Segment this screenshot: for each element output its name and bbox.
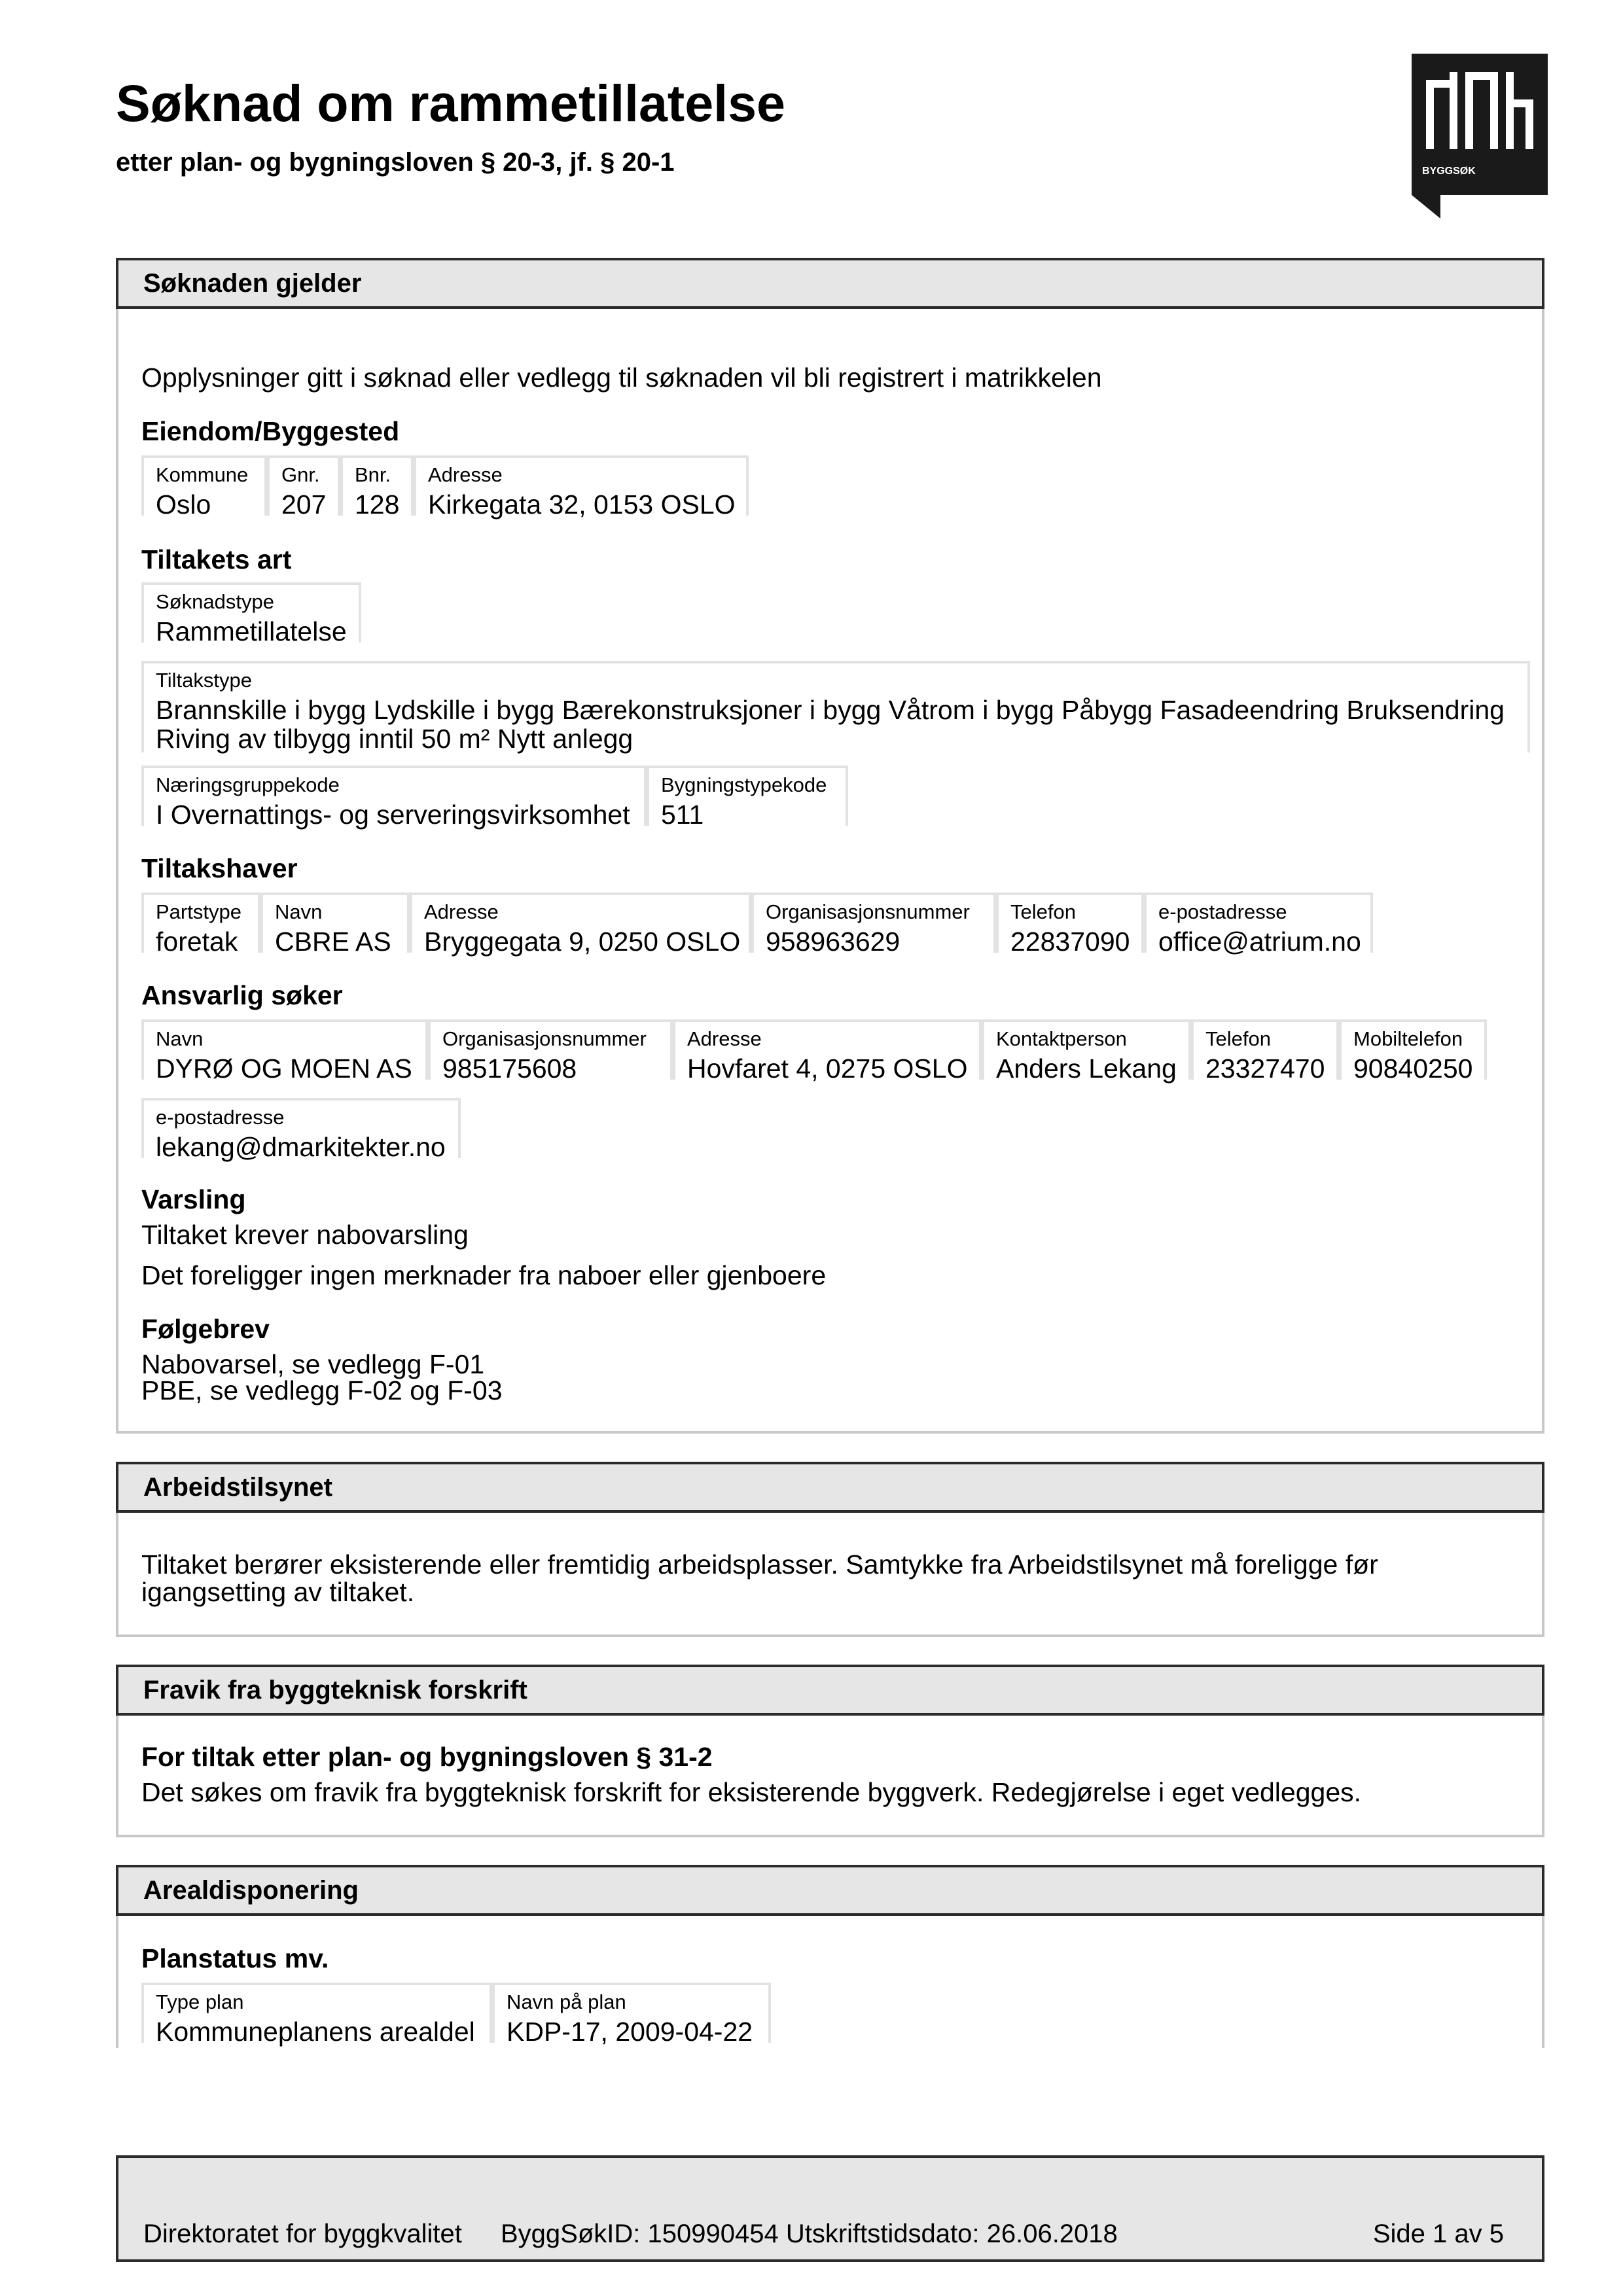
footer-page-number: Side 1 av 5 [1372, 2219, 1504, 2248]
section-body-fravik [116, 1716, 1544, 1837]
heading-eiendom: Eiendom/Byggested [141, 416, 400, 446]
value-partstype: foretak [156, 927, 238, 957]
field-tiltakstype [141, 661, 1530, 752]
heading-varsling: Varsling [141, 1184, 246, 1214]
value-tiltakstype-line1: Brannskille i bygg Lydskille i bygg Bærekonstruksjoner i bygg Våtrom i bygg Påbygg Fasadeendring Bruksendring [156, 695, 1505, 725]
heading-tiltakshaver: Tiltakshaver [141, 853, 298, 883]
label-ansvarlig-navn: Navn [156, 1027, 204, 1050]
field-soknadstype [141, 582, 361, 646]
value-tiltakshaver-orgnr: 958963629 [766, 927, 901, 957]
label-ansvarlig-mobil: Mobiltelefon [1353, 1027, 1463, 1050]
field-tiltakshaver-orgnr [751, 892, 996, 957]
value-ansvarlig-orgnr: 985175608 [442, 1053, 577, 1084]
field-bygningstypekode [647, 766, 848, 830]
field-tiltakshaver-epost [1144, 892, 1373, 957]
intro-text: Opplysninger gitt i søknad eller vedlegg til søknaden vil bli registrert i matrikkelen [141, 362, 1102, 393]
heading-planstatus: Planstatus mv. [141, 1943, 329, 1973]
label-navn-pa-plan: Navn på plan [507, 1990, 626, 2013]
value-naeringsgruppekode: I Overnattings- og serveringsvirksomhet [156, 800, 630, 830]
label-kommune: Kommune [156, 463, 249, 486]
label-tiltakshaver-navn: Navn [275, 900, 323, 923]
label-ansvarlig-epost: e-postadresse [156, 1106, 285, 1129]
label-ansvarlig-adresse: Adresse [687, 1027, 762, 1050]
value-adresse-eiendom: Kirkegata 32, 0153 OSLO [428, 489, 736, 520]
value-ansvarlig-mobil: 90840250 [1353, 1053, 1473, 1084]
field-ansvarlig-telefon [1191, 1019, 1339, 1084]
label-ansvarlig-kontaktperson: Kontaktperson [996, 1027, 1127, 1050]
value-bygningstypekode: 511 [661, 800, 704, 830]
label-gnr: Gnr. [281, 463, 320, 486]
arbeidstilsynet-line1: Tiltaket berører eksisterende eller fremtidig arbeidsplasser. Samtykke fra Arbeidstilsynet må foreligge før [141, 1549, 1378, 1580]
section-heading-soknaden: Søknaden gjelder [116, 258, 1544, 309]
field-ansvarlig-mobil [1339, 1019, 1487, 1084]
arbeidstilsynet-line2: igangsetting av tiltaket. [141, 1577, 415, 1607]
label-soknadstype: Søknadstype [156, 590, 274, 613]
value-tiltakshaver-navn: CBRE AS [275, 927, 391, 957]
field-navn-pa-plan [492, 1983, 771, 2047]
field-tiltakshaver-navn [260, 892, 410, 957]
value-tiltakshaver-adresse: Bryggegata 9, 0250 OSLO [424, 927, 741, 957]
section-heading-fravik: Fravik fra byggteknisk forskrift [116, 1665, 1544, 1716]
field-ansvarlig-epost [141, 1098, 461, 1162]
field-ansvarlig-navn [141, 1019, 428, 1084]
logo-text: BYGGSØK [1422, 166, 1476, 177]
value-ansvarlig-navn: DYRØ OG MOEN AS [156, 1053, 412, 1084]
footer-org: Direktoratet for byggkvalitet [143, 2219, 462, 2248]
field-naeringsgruppekode [141, 766, 647, 830]
value-navn-pa-plan: KDP-17, 2009-04-22 [507, 2017, 753, 2047]
value-tiltakshaver-telefon: 22837090 [1010, 927, 1130, 957]
value-ansvarlig-telefon: 23327470 [1205, 1053, 1325, 1084]
folgebrev-line1: Nabovarsel, se vedlegg F-01 [141, 1349, 485, 1379]
label-tiltakstype: Tiltakstype [156, 669, 253, 692]
label-tiltakshaver-telefon: Telefon [1010, 900, 1076, 923]
label-bygningstypekode: Bygningstypekode [661, 773, 827, 796]
varsling-line2: Det foreligger ingen merknader fra naboer eller gjenboere [141, 1260, 827, 1290]
field-adresse-eiendom [414, 455, 749, 520]
value-ansvarlig-adresse: Hovfaret 4, 0275 OSLO [687, 1053, 968, 1084]
value-type-plan: Kommuneplanens arealdel [156, 2017, 475, 2047]
heading-folgebrev: Følgebrev [141, 1314, 270, 1344]
fravik-subheading: For tiltak etter plan- og bygningsloven § 31-2 [141, 1742, 713, 1772]
byggsok-logo [1412, 54, 1548, 219]
section-heading-arealdisponering: Arealdisponering [116, 1865, 1544, 1916]
field-tiltakshaver-telefon [996, 892, 1144, 957]
label-type-plan: Type plan [156, 1990, 244, 2013]
label-tiltakshaver-orgnr: Organisasjonsnummer [766, 900, 970, 923]
field-gnr [267, 455, 340, 520]
label-partstype: Partstype [156, 900, 241, 923]
label-tiltakshaver-epost: e-postadresse [1158, 900, 1287, 923]
field-ansvarlig-kontaktperson [982, 1019, 1191, 1084]
folgebrev-line2: PBE, se vedlegg F-02 og F-03 [141, 1375, 503, 1405]
field-ansvarlig-adresse [673, 1019, 982, 1084]
field-partstype [141, 892, 260, 957]
field-tiltakshaver-adresse [410, 892, 751, 957]
footer-id-text: ByggSøkID: 150990454 Utskriftstidsdato: 26.06.2018 [501, 2219, 1118, 2248]
value-tiltakshaver-epost: office@atrium.no [1158, 927, 1361, 957]
value-bnr: 128 [355, 489, 400, 520]
page-title: Søknad om rammetillatelse [116, 74, 785, 132]
heading-tiltakets-art: Tiltakets art [141, 544, 292, 574]
heading-ansvarlig-soker: Ansvarlig søker [141, 980, 343, 1010]
section-heading-arbeidstilsynet: Arbeidstilsynet [116, 1462, 1544, 1513]
field-type-plan [141, 1983, 492, 2047]
value-gnr: 207 [281, 489, 327, 520]
label-naeringsgruppekode: Næringsgruppekode [156, 773, 340, 796]
fravik-line1: Det søkes om fravik fra byggteknisk forskrift for eksisterende byggverk. Redegjørelse i eget vedlegges. [141, 1777, 1362, 1807]
field-bnr [340, 455, 414, 520]
page-footer [116, 2155, 1544, 2262]
value-ansvarlig-epost: lekang@dmarkitekter.no [156, 1132, 446, 1162]
value-ansvarlig-kontaktperson: Anders Lekang [996, 1053, 1177, 1084]
label-bnr: Bnr. [355, 463, 391, 486]
value-tiltakstype-line2: Riving av tilbygg inntil 50 m² Nytt anlegg [156, 724, 633, 754]
label-ansvarlig-telefon: Telefon [1205, 1027, 1271, 1050]
label-ansvarlig-orgnr: Organisasjonsnummer [442, 1027, 647, 1050]
field-ansvarlig-orgnr [428, 1019, 673, 1084]
value-kommune: Oslo [156, 489, 211, 520]
label-tiltakshaver-adresse: Adresse [424, 900, 499, 923]
label-adresse-eiendom: Adresse [428, 463, 503, 486]
varsling-line1: Tiltaket krever nabovarsling [141, 1220, 469, 1250]
page-subtitle: etter plan- og bygningsloven § 20-3, jf. § 20-1 [116, 148, 675, 177]
value-soknadstype: Rammetillatelse [156, 616, 347, 646]
field-kommune [141, 455, 267, 520]
